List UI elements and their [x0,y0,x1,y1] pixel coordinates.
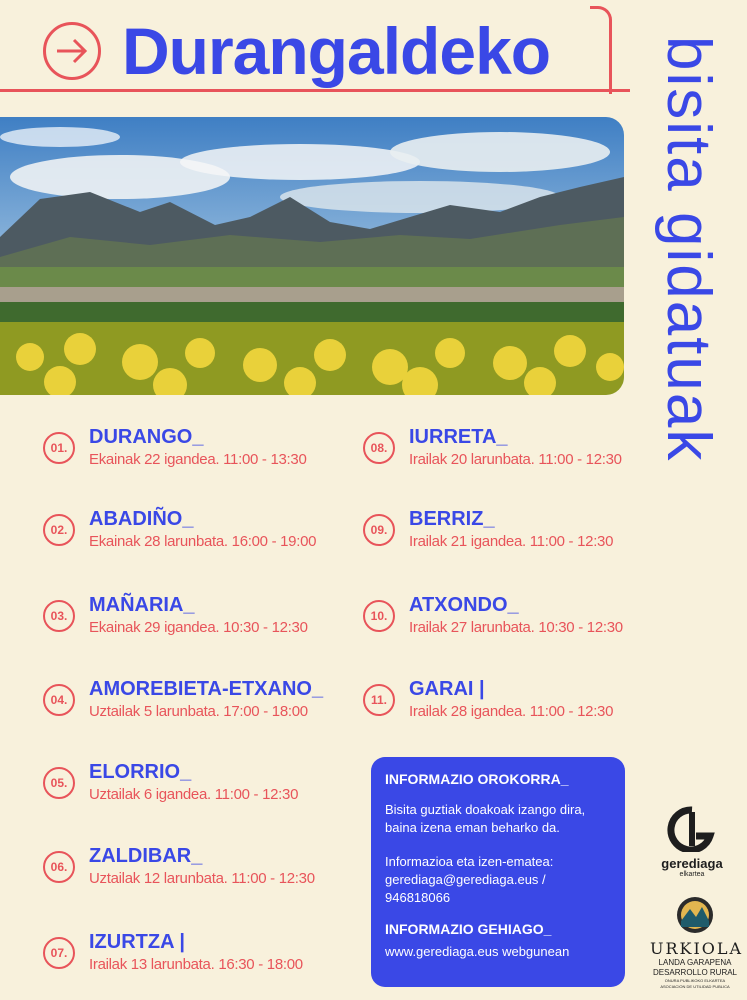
item-date: Uztailak 12 larunbata. 11:00 - 12:30 [89,870,315,887]
urkiola-logo-sub: LANDA GARAPENA [658,958,732,967]
info-text: baina izena eman beharko da. [385,820,560,835]
vertical-title-wrap [612,36,723,536]
item-place: IZURTZA | [89,931,185,953]
arrow-right-circle-icon [43,22,101,80]
urkiola-logo-sub: ONURA PUBLIKOKO ELKARTEA [664,978,726,983]
item-number: 02. [43,514,75,546]
item-number: 09. [363,514,395,546]
info-text: Informazioa eta izen-ematea: [385,854,554,869]
item-date: Ekainak 28 larunbata. 16:00 - 19:00 [89,533,317,550]
item-date: Ekainak 29 igandea. 10:30 - 12:30 [89,619,308,636]
item-date: Irailak 28 igandea. 11:00 - 12:30 [409,703,614,720]
item-date: Irailak 21 igandea. 11:00 - 12:30 [409,533,614,550]
item-place: ATXONDO_ [409,594,519,616]
item-date: Irailak 13 larunbata. 16:30 - 18:00 [89,956,303,973]
info-heading: INFORMAZIO OROKORRA_ [385,771,569,787]
item-number: 11. [363,684,395,716]
item-number: 01. [43,432,75,464]
item-number: 10. [363,600,395,632]
item-number: 06. [43,851,75,883]
info-email[interactable]: gerediaga@gerediaga.eus / [385,872,546,887]
page-title: Durangaldeko [122,14,551,88]
vertical-title: bisita gidatuak [654,36,723,463]
item-date: Ekainak 22 igandea. 11:00 - 13:30 [89,451,307,468]
item-place: AMOREBIETA-ETXANO_ [89,678,324,700]
item-place: ZALDIBAR_ [89,845,203,867]
item-date: Uztailak 5 larunbata. 17:00 - 18:00 [89,703,308,720]
urkiola-logo-sub: DESARROLLO RURAL [652,968,738,977]
info-box [371,757,625,987]
urkiola-logo-text: URKIOLA [650,939,744,958]
item-place: IURRETA_ [409,426,508,448]
info-website[interactable]: www.gerediaga.eus webgunean [385,944,570,959]
item-number: 03. [43,600,75,632]
item-place: ELORRIO_ [89,761,192,783]
header-corner-line [590,6,612,94]
landscape-photo [0,117,624,395]
header-divider [0,89,630,92]
item-number: 08. [363,432,395,464]
urkiola-logo-sub: ASOCIACION DE UTILIDAD PUBLICA [660,984,730,989]
info-spacer [385,837,611,853]
item-place: MAÑARIA_ [89,594,195,616]
info-heading-2: INFORMAZIO GEHIAGO_ [385,921,552,937]
item-date: Irailak 27 larunbata. 10:30 - 12:30 [409,619,623,636]
info-phone[interactable]: 946818066 [385,890,451,905]
item-number: 04. [43,684,75,716]
item-number: 07. [43,937,75,969]
item-number: 05. [43,767,75,799]
gerediaga-logo-sub: elkartea [679,871,705,878]
item-date: Irailak 20 larunbata. 11:00 - 12:30 [409,451,622,468]
item-place: ABADIÑO_ [89,508,194,530]
gerediaga-logo [652,806,732,876]
info-text: Bisita guztiak doakoak izango dira, [385,802,586,817]
item-place: DURANGO_ [89,426,204,448]
urkiola-logo [650,895,744,995]
item-date: Uztailak 6 igandea. 11:00 - 12:30 [89,786,299,803]
item-place: BERRIZ_ [409,508,495,530]
gerediaga-logo-text: gerediaga [661,856,723,871]
item-place: GARAI | [409,678,485,700]
